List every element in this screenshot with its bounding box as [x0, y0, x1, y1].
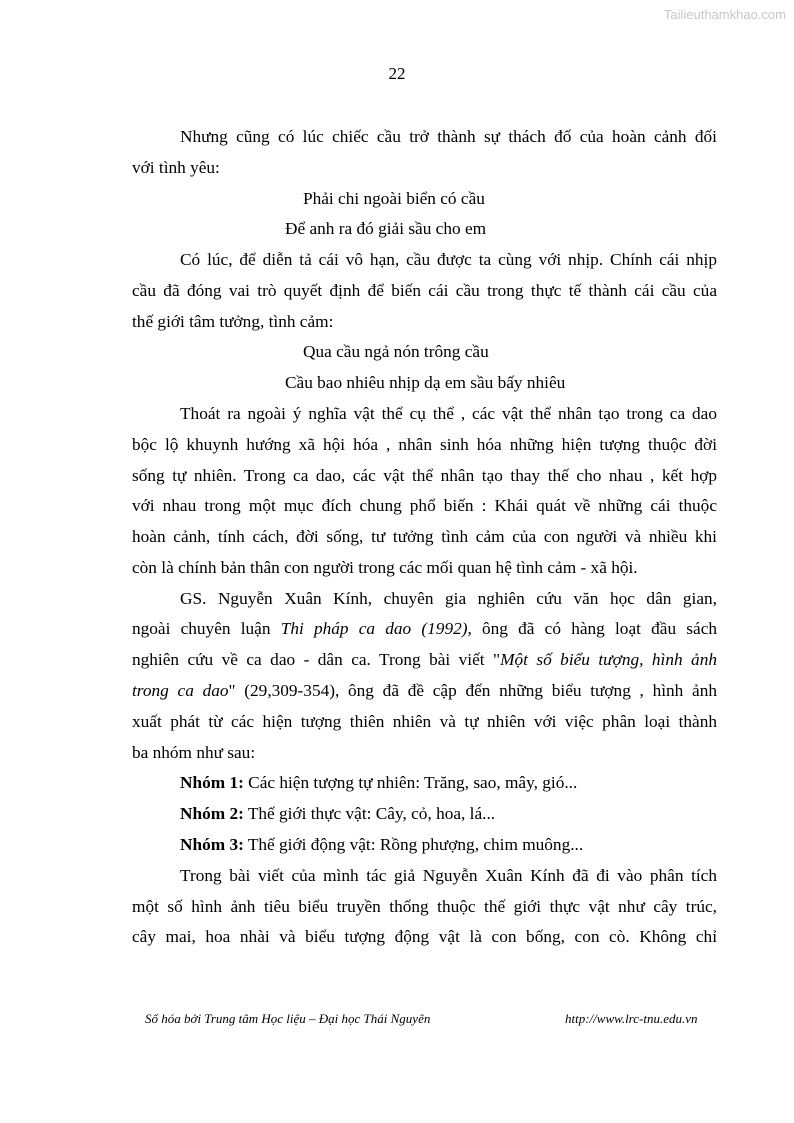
text-line: [132, 434, 717, 456]
text-segment: ngoài chuyên luận: [132, 619, 281, 639]
text-segment: GS. Nguyễn Xuân Kính, chuyên gia nghiên cứu văn học dân gian,: [180, 588, 717, 608]
text-segment: với tình yêu:: [132, 157, 220, 177]
watermark: Tailieuthamkhao.com: [663, 7, 786, 22]
text-line: [180, 126, 717, 148]
verse-line: [285, 372, 565, 394]
text-line: [132, 526, 717, 548]
page-number: 22: [388, 64, 406, 83]
italic-title: Một số biểu tượng, hình ảnh: [500, 650, 717, 670]
text-segment: nghiên cứu về ca dao - dân ca. Trong bài viết ": [132, 650, 501, 670]
text-segment: Các hiện tượng tự nhiên: Trăng, sao, mây, gió...: [243, 773, 578, 793]
text-segment: Thế giới động vật: Rồng phượng, chim muông...: [243, 834, 584, 854]
text-line: [180, 803, 495, 825]
text-segment: Có lúc, để diễn tả cái vô hạn, cầu được ta cùng với nhịp. Chính cái nhịp: [180, 250, 717, 270]
text-segment: ba nhóm như sau:: [132, 742, 256, 762]
text-segment: Để anh ra đó giải sầu cho em: [285, 219, 487, 239]
text-line: [132, 557, 638, 579]
text-segment: xuất phát từ các hiện tượng thiên nhiên và tự nhiên với việc phân loại thành: [132, 711, 717, 731]
text-segment: cầu đã đóng vai trò quyết định để biến cái cầu trong thực tế thành cái cầu của: [132, 280, 717, 300]
text-segment: với nhau trong một mục đích chung phổ biến : Khái quát về những cái thuộc: [132, 496, 717, 516]
text-line: [132, 280, 717, 302]
text-segment: Thế giới thực vật: Cây, cỏ, hoa, lá...: [243, 804, 496, 824]
text-line: [180, 588, 717, 610]
text-line: [132, 742, 255, 764]
text-line: [132, 649, 717, 671]
text-segment: một số hình ảnh tiêu biểu truyền thống thuộc thế giới thực vật như cây trúc,: [132, 896, 717, 916]
text-line: [132, 680, 717, 702]
text-segment: Nhưng cũng có lúc chiếc cầu trở thành sự thách đố của hoàn cảnh đối: [180, 127, 717, 146]
verse-line: [303, 188, 485, 210]
text-line: [180, 772, 577, 794]
text-line: [132, 495, 717, 517]
text-line: [132, 618, 717, 640]
text-line: [132, 896, 717, 918]
text-segment: Thoát ra ngoài ý nghĩa vật thể cụ thể , các vật thể nhân tạo trong ca dao: [180, 404, 717, 424]
verse-line: [285, 218, 486, 240]
text-line: [132, 311, 333, 333]
text-segment: hoàn cảnh, tính cách, đời sống, tư tưởng tình cảm của con người và nhiều khi: [132, 527, 717, 547]
text-segment: Trong bài viết của mình tác giả Nguyễn Xuân Kính đã đi vào phân tích: [180, 865, 717, 885]
text-line: [132, 926, 717, 948]
text-segment: Phải chi ngoài biển có cầu: [303, 188, 485, 208]
text-segment: còn là chính bản thân con người trong các mối quan hệ tình cảm - xã hội.: [132, 557, 638, 577]
text-line: [132, 157, 220, 179]
text-segment: thế giới tâm tưởng, tình cảm:: [132, 311, 334, 331]
text-line: [180, 249, 717, 271]
italic-title: Thi pháp ca dao (1992): [280, 619, 468, 639]
text-line: [132, 465, 717, 487]
bold-label: Nhóm 1:: [180, 773, 244, 793]
italic-title: trong ca dao: [132, 681, 229, 701]
bold-label: Nhóm 3:: [180, 834, 244, 854]
footer-url: http://www.lrc-tnu.edu.vn: [565, 1011, 698, 1026]
text-segment: , ông đã có hàng loạt đầu sách: [467, 619, 718, 639]
text-segment: bộc lộ khuynh hướng xã hội hóa , nhân sinh hóa những hiện tượng thuộc đời: [132, 434, 717, 454]
text-segment: " (29,309-354), ông đã đề cập đến những biểu tượng , hình ảnh: [228, 681, 718, 701]
verse-line: [303, 341, 489, 363]
text-line: [180, 865, 717, 887]
footer-source: Số hóa bởi Trung tâm Học liệu – Đại học Thái Nguyên: [145, 1011, 431, 1026]
text-segment: Cầu bao nhiêu nhịp dạ em sầu bấy nhiêu: [285, 373, 566, 393]
bold-label: Nhóm 2:: [180, 804, 244, 824]
text-segment: sống tự nhiên. Trong ca dao, các vật thể nhân tạo thay thế cho nhau , kết hợp: [132, 465, 717, 485]
text-line: [180, 403, 717, 425]
text-segment: cây mai, hoa nhài và biểu tượng động vật là con bống, con cò. Không chỉ: [132, 927, 717, 947]
text-segment: Qua cầu ngả nón trông cầu: [303, 342, 489, 362]
text-line: [180, 834, 583, 856]
text-line: [132, 711, 717, 733]
